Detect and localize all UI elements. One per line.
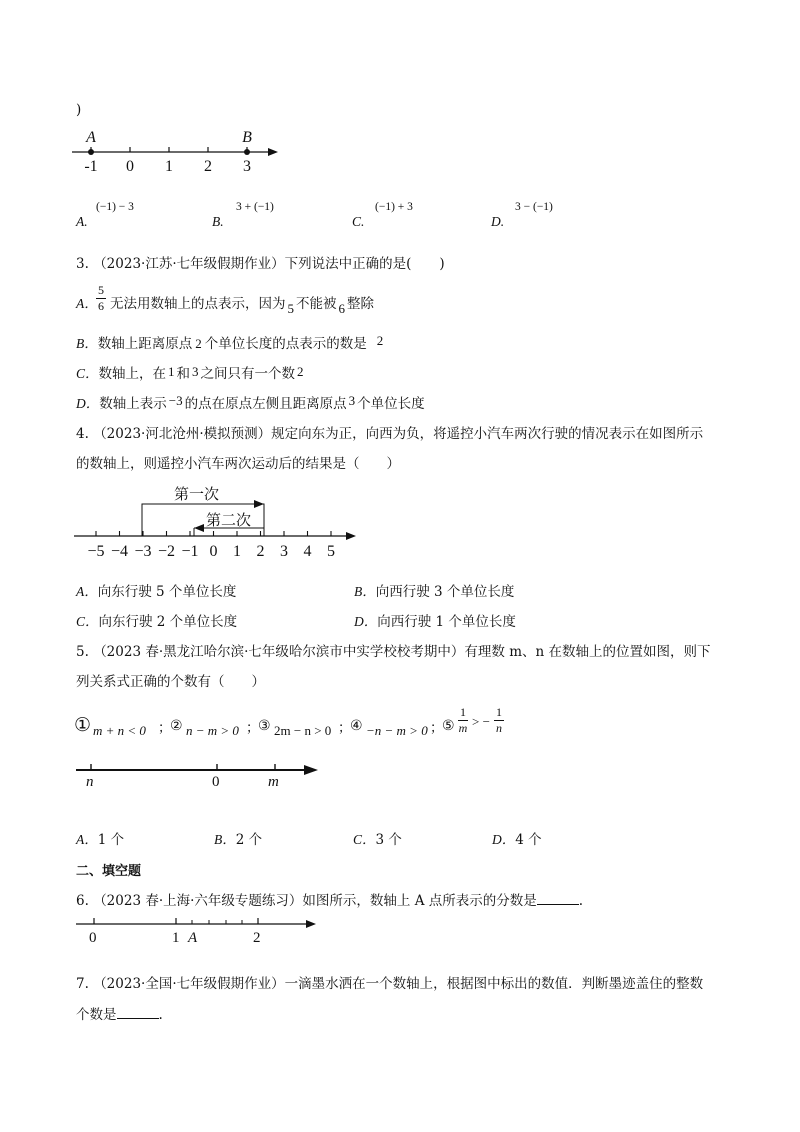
point-b [244,149,250,155]
label-0: 0 [89,930,97,946]
answer-blank[interactable] [117,1004,159,1019]
q4-number-line-figure [66,480,366,564]
q6-number: 6. [76,893,89,909]
option-letter: A． [76,296,98,311]
point-label: A [86,129,96,146]
circle-2: ② [170,718,183,734]
text: 不能被 [296,296,337,312]
tick-label: 4 [303,543,312,560]
option-a-expr: (−1) − 3 [96,201,134,213]
q5-option-b[interactable]: B．2 个 [214,832,263,848]
number: 5 [287,301,294,316]
option-letter: D． [76,396,100,411]
q2-number-line [66,124,286,186]
circle-4: ④ [350,718,363,734]
tick-label: −3 [134,543,152,560]
label-a: A [188,930,198,946]
label-0: 0 [212,774,220,790]
text: 数轴上表示 [99,396,167,412]
tick-label: 3 [243,158,251,175]
relation-2: n − m > 0 [186,723,239,738]
axis-arrow [304,765,318,775]
q2-close-paren: ) [76,102,82,118]
q3-stem-close: ) [439,256,445,272]
tick-label: 2 [256,543,265,560]
tick-label: 5 [327,543,335,560]
q4-number: 4. [76,426,89,442]
fraction-5-6: 5 6 [98,283,104,313]
section-title-fill-in: 二、填空题 [76,864,142,879]
q3-stem-text: （2023·江苏·七年级假期作业）下列说法中正确的是( [93,256,412,272]
q4-option-b[interactable]: B．向西行驶 3 个单位长度 [354,584,515,600]
separator: ； [246,720,260,736]
tick-label: 0 [126,158,134,175]
option-d-letter[interactable]: D. [491,214,505,229]
text: 数轴上距离原点 [97,336,193,352]
option-a-letter[interactable]: A. [76,214,88,229]
second-movement-arrowhead [194,524,204,532]
relation-3: 2m − n > 0 [274,723,332,738]
text: 之间只有一个数 [200,366,296,382]
tick-label: −1 [181,543,199,560]
separator: ； [338,720,352,736]
text: 个单位长度的点表示的数是 [204,336,367,352]
text: 整除 [347,296,374,312]
number: 6 [338,301,345,316]
q7-number: 7. [76,976,89,992]
q6-number-line [70,914,320,946]
greater-than-negative: > − [472,714,490,729]
first-movement-label: 第一次 [174,487,220,503]
label-2: 2 [253,930,261,946]
separator: ； [430,720,444,736]
number: 2 [195,336,202,351]
q3-number: 3. [76,256,89,272]
label-1: 1 [172,930,180,946]
number: 2 [297,364,304,379]
q5-stem-line1 [76,642,711,662]
label-m: m [268,774,279,790]
relation-1: m + n < 0 [93,723,146,738]
fraction-1-over-n: 1 n [496,705,502,735]
number: 3 [192,364,199,379]
q5-number: 5. [76,644,89,660]
q4-option-d[interactable]: D．向西行驶 1 个单位长度 [354,614,516,630]
relation-4: −n − m > 0 [366,723,428,738]
q5-stem-text: （2023 春·黑龙江哈尔滨·七年级哈尔滨市中实学校校考期中）有理数 m、n 在数轴上的位置如图，则下 [93,644,711,660]
option-b-letter[interactable]: B. [212,214,224,229]
point-label: B [242,129,252,146]
q5-relations [74,704,534,744]
number: 2 [376,333,384,348]
second-movement-label: 第二次 [206,513,252,529]
tick-label: −5 [87,543,105,560]
q7-stem-text: （2023·全国·七年级假期作业）一滴墨水洒在一个数轴上，根据图中标出的数值．判断墨迹盖住的整数 [93,976,704,992]
q3-option-c[interactable] [76,364,304,384]
option-letter: B． [76,336,98,351]
separator: ； [158,720,172,736]
tick-label: 1 [165,158,173,175]
tick-label: 3 [280,543,288,560]
q4-option-c[interactable]: C．向东行驶 2 个单位长度 [76,614,238,630]
option-c-expr: (−1) + 3 [375,201,413,213]
q5-number-line [70,756,330,792]
tick-label: −4 [110,543,129,560]
tick-label: 2 [204,158,212,175]
axis-arrow [268,148,278,156]
q3-stem [76,254,445,274]
text: 的点在原点左侧且距离原点 [184,396,347,412]
circle-5: ⑤ [442,718,455,734]
q2-options [76,200,696,230]
answer-blank[interactable] [537,890,579,905]
q4-stem-line2: 的数轴上，则遥控小汽车两次运动后的结果是（ ） [76,456,400,472]
number: −3 [168,393,183,408]
q7-stem-text: 个数是 [76,1007,117,1023]
label-n: n [86,774,94,790]
period: . [158,1007,163,1023]
axis-arrow [306,920,316,928]
q3-option-b[interactable] [76,334,383,354]
q5-stem-line2: 列关系式正确的个数有（ ） [76,674,265,690]
tick-label: −2 [157,543,176,560]
fraction-1-over-m: 1 m [458,705,468,735]
q7-stem-line2 [76,1004,163,1025]
q7-stem-line1 [76,974,703,994]
q5-option-d[interactable]: D．4 个 [492,832,542,848]
text: 数轴上，在 [98,366,167,382]
q4-stem-text: （2023·河北沧州·模拟预测）规定向东为正，向西为负，将遥控小汽车两次行驶的情况表示在如图所示 [93,426,704,442]
option-letter: C． [76,366,99,381]
q5-option-a[interactable]: A．1 个 [76,832,125,848]
circle-1: ① [74,714,92,736]
option-b-expr: 3 + (−1) [236,201,274,213]
circle-3: ③ [258,718,271,734]
tick-label: 0 [209,543,218,560]
period: . [578,893,584,909]
text: 无法用数轴上的点表示，因为 [110,296,286,312]
q3-option-a[interactable] [76,282,676,316]
q6-stem [76,890,583,911]
tick-label: -1 [84,158,98,175]
q4-stem-line1 [76,424,703,444]
text: 个单位长度 [357,396,425,412]
q3-option-d[interactable] [76,394,425,414]
option-c-letter[interactable]: C. [352,214,365,229]
first-movement-arrowhead [254,500,264,508]
option-d-expr: 3 − (−1) [515,201,553,213]
tick-label: 1 [233,543,241,560]
number: 1 [168,364,175,379]
text: 和 [176,366,191,382]
q5-option-c[interactable]: C．3 个 [353,832,402,848]
axis-arrow [346,532,356,540]
number: 3 [348,393,356,408]
point-a [88,149,94,155]
q4-option-a[interactable]: A．向东行驶 5 个单位长度 [76,584,237,600]
q6-stem-text: （2023 春·上海·六年级专题练习）如图所示，数轴上 A 点所表示的分数是 [93,893,537,909]
